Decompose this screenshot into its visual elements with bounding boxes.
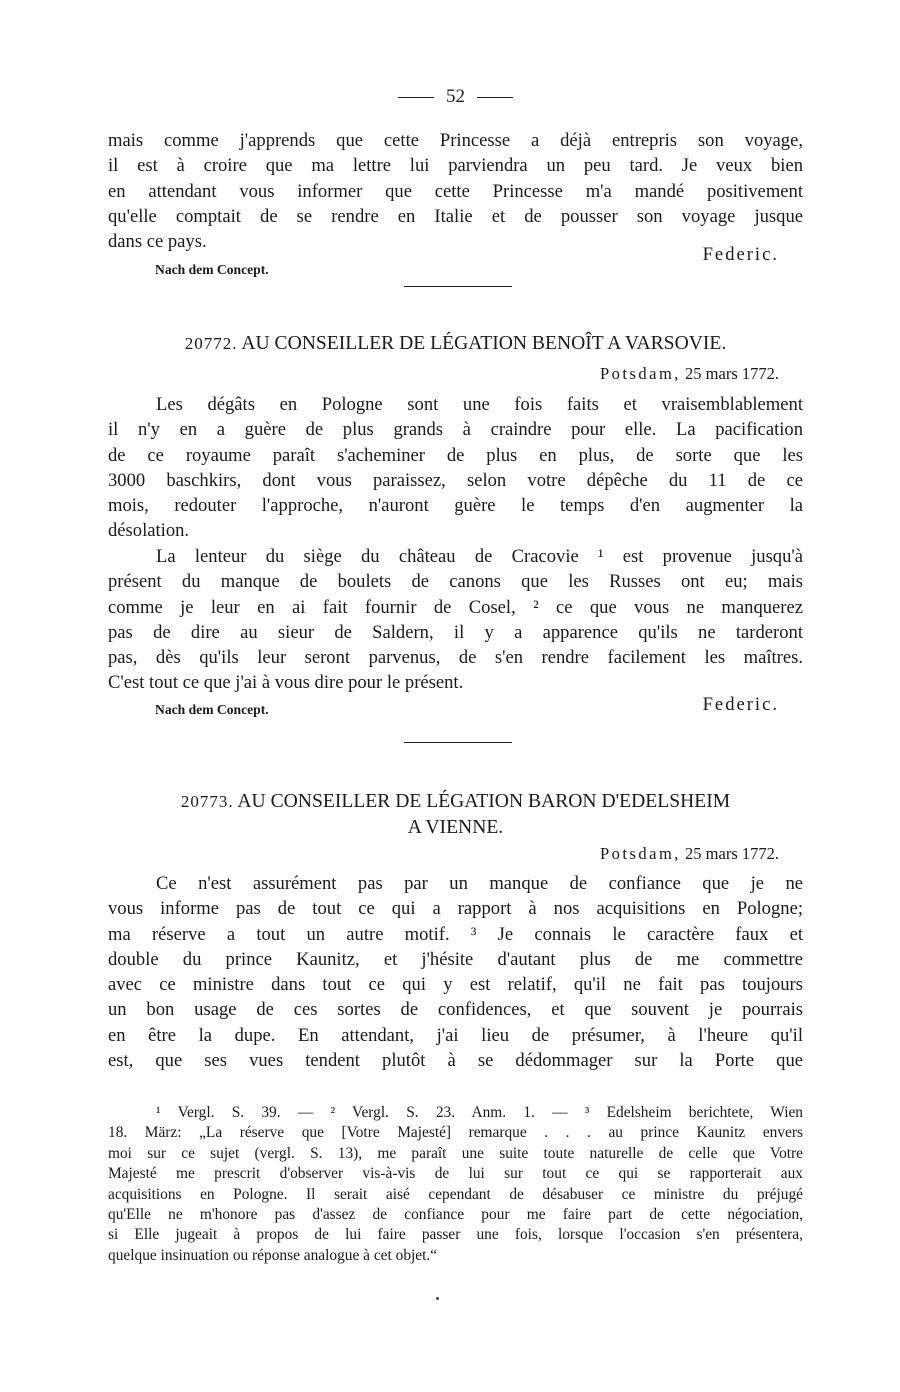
text-line: il n'y en a guère de plus grands à craindre pour elle. La pacification	[108, 419, 803, 441]
dateline	[600, 844, 779, 864]
letter-title: AU CONSEILLER DE LÉGATION BARON D'EDELSHEIM	[237, 791, 731, 812]
text-line: un bon usage de ces sortes de confidences, et que souvent je pourrais	[108, 999, 803, 1021]
page-number: 52	[446, 86, 465, 107]
letter-heading	[108, 331, 803, 356]
text-line: pas, dès qu'ils leur seront parvenus, de s'en rendre facilement les maîtres.	[108, 647, 803, 669]
text-line: Ce n'est assurément pas par un manque de confiance que je ne	[156, 873, 803, 894]
footnote-line: ¹ Vergl. S. 39. — ² Vergl. S. 23. Anm. 1. — ³ Edelsheim berichtete, Wien	[156, 1104, 803, 1121]
letter-number: 20773.	[180, 792, 234, 811]
text-line: dans ce pays.	[108, 231, 207, 253]
date: 25 mars 1772.	[685, 364, 779, 383]
speck-mark	[436, 1297, 439, 1300]
letter-title: AU CONSEILLER DE LÉGATION BENOÎT A VARSOVIE.	[241, 333, 727, 354]
letter-paragraph	[108, 544, 803, 696]
footnote-line: Majesté me prescrit d'observer vis-à-vis de lui sur tout ce qui se rapporterait aux	[108, 1165, 803, 1183]
text-line: C'est tout ce que j'ai à vous dire pour le présent.	[108, 672, 464, 694]
letter-paragraph	[108, 392, 803, 544]
left-dash	[398, 97, 434, 98]
text-line: double du prince Kaunitz, et j'hésite d'autant plus de me commettre	[108, 948, 803, 970]
text-line: qu'elle comptait de se rendre en Italie et de pousser son voyage jusque	[108, 205, 803, 227]
letter-paragraph	[108, 871, 803, 1073]
source-note: Nach dem Concept.	[155, 702, 269, 717]
text-line: en être la dupe. En attendant, j'ai lieu de présumer, à l'heure qu'il	[108, 1024, 803, 1046]
text-line: ma réserve a tout un autre motif. ³ Je connais le caractère faux et	[108, 923, 803, 945]
text-line: de ce royaume paraît s'acheminer de plus en plus, de sorte que les	[108, 444, 803, 466]
text-line: comme je leur en ai fait fournir de Cosel, ² ce que vous ne manquerez	[108, 596, 803, 618]
signature: Federic.	[702, 244, 779, 265]
footnote-line: si Elle jugeait à propos de lui faire passer une fois, lorsque l'occasion s'en présentera,	[108, 1226, 803, 1244]
text-line: mois, redouter l'approche, n'auront guère le temps d'en augmenter la	[108, 495, 803, 517]
letter-number: 20772.	[184, 334, 238, 353]
text-line: désolation.	[108, 520, 190, 542]
footnote-line: 18. März: „La réserve que [Votre Majesté] remarque . . . au prince Kaunitz envers	[108, 1124, 803, 1142]
letter-heading	[108, 789, 803, 814]
text-line: est, que ses vues tendent plutôt à se dédommager sur la Porte que	[108, 1050, 803, 1072]
footnote-line: qu'Elle ne m'honore pas d'assez de confiance pour me faire part de cette négociation,	[108, 1206, 803, 1224]
text-line: présent du manque de boulets de canons que les Russes ont eu; mais	[108, 571, 803, 593]
footnotes	[108, 1103, 803, 1266]
text-line: La lenteur du siège du château de Cracovie ¹ est provenue jusqu'à	[156, 546, 803, 567]
opening-paragraph	[108, 128, 803, 254]
text-line: en attendant vous informer que cette Princesse m'a mandé positivement	[108, 180, 803, 202]
page-number-row	[108, 86, 803, 108]
text-line: 3000 baschkirs, dont vous paraissez, selon votre dépêche du 11 de ce	[108, 469, 803, 491]
footnote-line: acquisitions en Pologne. Il serait aisé cependant de désabuser ce ministre du préjugé	[108, 1185, 803, 1203]
footnote-line: moi sur ce sujet (vergl. S. 13), me paraît une suite toute naturelle de celle que Votre	[108, 1144, 803, 1162]
place: Potsdam,	[599, 844, 681, 863]
dateline	[600, 364, 779, 384]
text-line: mais comme j'apprends que cette Princesse a déjà entrepris son voyage,	[108, 130, 803, 151]
section-divider	[404, 286, 512, 287]
footnote-line: quelque insinuation ou réponse analogue à cet objet.“	[108, 1246, 438, 1264]
text-line: avec ce ministre dans tout ce qui y est relatif, qu'il ne fait pas toujours	[108, 974, 803, 996]
date: 25 mars 1772.	[685, 844, 779, 863]
text-line: Les dégâts en Pologne sont une fois faits et vraisemblablement	[156, 394, 803, 415]
signature: Federic.	[702, 694, 779, 715]
text-line: vous informe pas de tout ce qui a rapport à nos acquisitions en Pologne;	[108, 898, 803, 920]
text-line: il est à croire que ma lettre lui parviendra un peu tard. Je veux bien	[108, 155, 803, 177]
right-dash	[477, 97, 513, 98]
place: Potsdam,	[599, 364, 681, 383]
letter-heading-line2: A VIENNE.	[407, 817, 504, 838]
text-line: pas de dire au sieur de Saldern, il y a apparence qu'ils ne tarderont	[108, 621, 803, 643]
section-divider	[404, 742, 512, 743]
source-note: Nach dem Concept.	[155, 262, 269, 277]
